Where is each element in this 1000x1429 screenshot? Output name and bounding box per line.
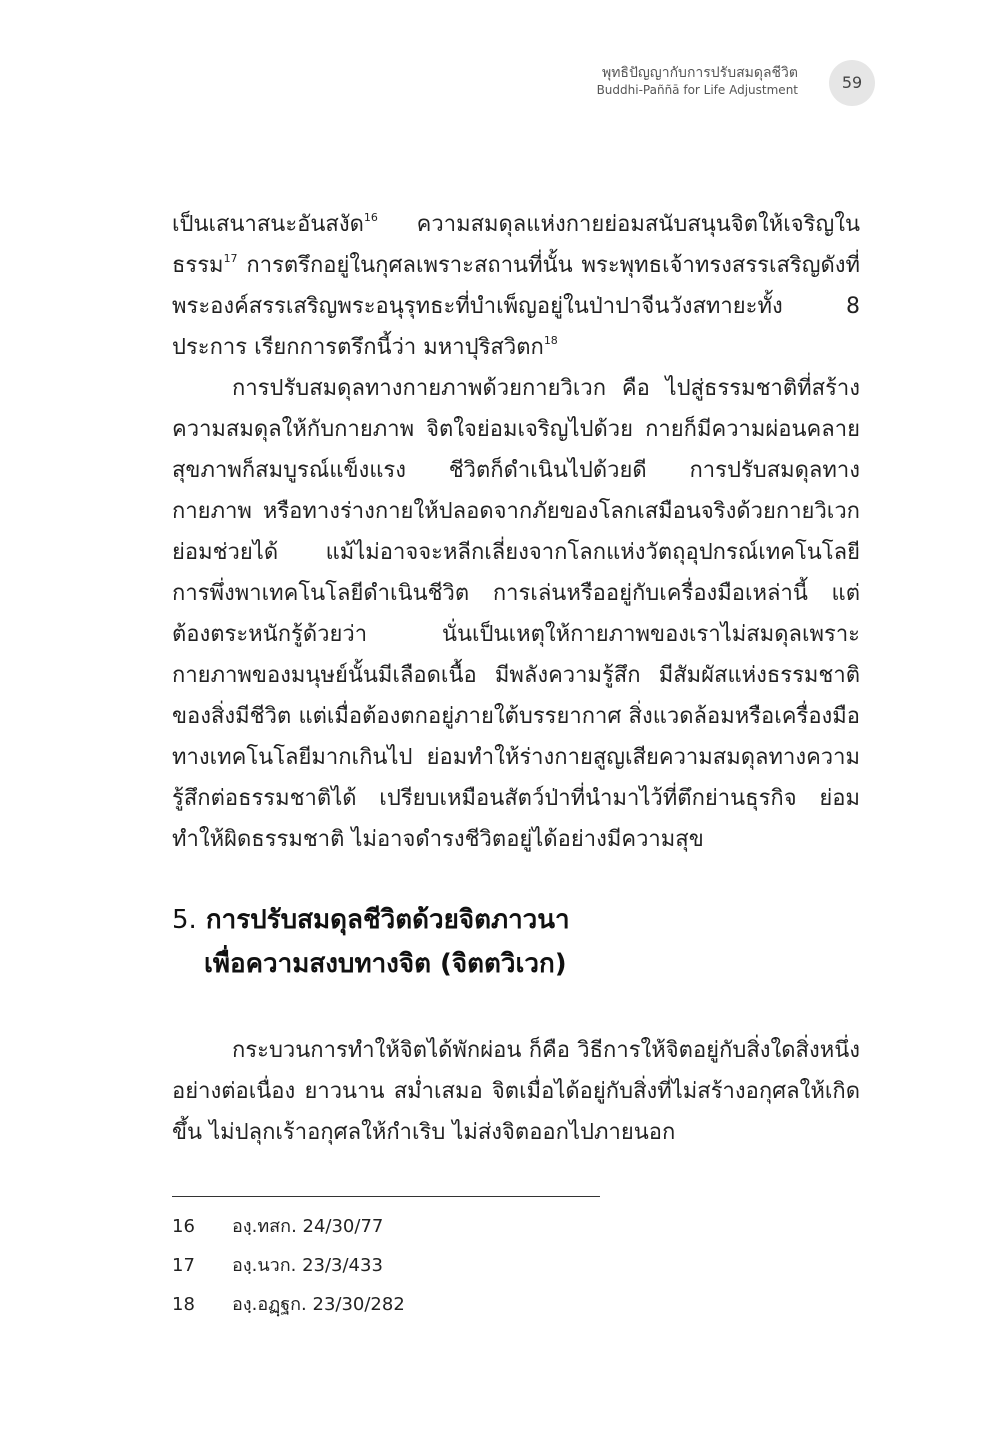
footnote-item (172, 1290, 405, 1329)
footnote-divider (172, 1196, 600, 1197)
paragraph-1-text-a: เป็นเสนาสนะอันสงัด (172, 212, 364, 237)
footnote-reference: องฺ.ทสก. 24/30/77 (232, 1216, 384, 1237)
footnote-number: 18 (172, 1294, 195, 1315)
section-title-line-1: การปรับสมดุลชีวิตด้วยจิตภาวนา (205, 905, 570, 935)
section-number: 5. (172, 905, 197, 935)
header-title-english: Buddhi-Paññā for Life Adjustment (596, 83, 798, 97)
section-heading (172, 898, 860, 986)
footnotes (172, 1212, 405, 1329)
paragraph-1-text-b: ความสมดุลแห่งกายย่อมสนับสนุนจิตให้เจริญในธรรม (172, 212, 860, 278)
footnote-reference: องฺ.นวก. 23/3/433 (232, 1255, 383, 1276)
page-number-badge: 59 (829, 60, 875, 106)
footnote-item (172, 1212, 405, 1251)
paragraph-1-text-c: การตรึกอยู่ในกุศลเพราะสถานที่นั้น พระพุทธเจ้าทรงสรรเสริญดังที่พระองค์สรรเสริญพระอนุรุทธะที่บำเพ็ญอยู่ในป่าปาจีนวังสทายะทั้ง 8 ประการ เรียกการตรึกนี้ว่า มหาปุริสวิตก (172, 253, 860, 360)
paragraph-3: กระบวนการทำให้จิตได้พักผ่อน ก็คือ วิธีการให้จิตอยู่กับสิ่งใดสิ่งหนึ่งอย่างต่อเนื่อง ยาวนาน สม่ำเสมอ จิตเมื่อได้อยู่กับสิ่งที่ไม่สร้างอกุศลให้เกิดขึ้น ไม่ปลุกเร้าอกุศลให้กำเริบ ไม่ส่งจิตออกไปภายนอก (172, 1038, 860, 1145)
footnote-reference: องฺ.อฏฺฐก. 23/30/282 (232, 1294, 405, 1315)
running-header (597, 64, 798, 98)
footnote-ref-17[interactable]: 17 (223, 252, 238, 265)
footnote-number: 16 (172, 1216, 195, 1237)
paragraph-1 (172, 204, 860, 368)
paragraph-2: การปรับสมดุลทางกายภาพด้วยกายวิเวก คือ ไปสู่ธรรมชาติที่สร้างความสมดุลให้กับกายภาพ จิตใจย่อมเจริญไปด้วย กายก็มีความผ่อนคลาย สุขภาพก็สมบูรณ์แข็งแรง ชีวิตก็ดำเนินไปด้วยดี การปรับสมดุลทางกายภาพ หรือทางร่างกายให้ปลอดจากภัยของโลกเสมือนจริงด้วยกายวิเวกย่อมช่วยได้ แม้ไม่อาจจะหลีกเลี่ยงจากโลกแห่งวัตถุอุปกรณ์เทคโนโลยี การพึ่งพาเทคโนโลยีดำเนินชีวิต การเล่นหรืออยู่กับเครื่องมือเหล่านี้ แต่ต้องตระหนักรู้ด้วยว่า นั่นเป็นเหตุให้กายภาพของเราไม่สมดุลเพราะกายภาพของมนุษย์นั้นมีเลือดเนื้อ มีพลังความรู้สึก มีสัมผัสแห่งธรรมชาติของสิ่งมีชีวิต แต่เมื่อต้องตกอยู่ภายใต้บรรยากาศ สิ่งแวดล้อมหรือเครื่องมือทางเทคโนโลยีมากเกินไป ย่อมทำให้ร่างกายสูญเสียความสมดุลทางความรู้สึกต่อธรรมชาติได้ เปรียบเหมือนสัตว์ป่าที่นำมาไว้ที่ตึกย่านธุรกิจ ย่อมทำให้ผิดธรรมชาติ ไม่อาจดำรงชีวิตอยู่ได้อย่างมีความสุข (172, 376, 860, 852)
footnote-ref-18[interactable]: 18 (543, 334, 558, 347)
footnote-number: 17 (172, 1255, 195, 1276)
header-title-thai: พุทธิปัญญากับการปรับสมดุลชีวิต (601, 65, 798, 81)
section-title-line-2: เพื่อความสงบทางจิต (จิตตวิเวก) (204, 949, 567, 979)
footnote-ref-16[interactable]: 16 (363, 211, 378, 224)
footnote-item (172, 1251, 405, 1290)
